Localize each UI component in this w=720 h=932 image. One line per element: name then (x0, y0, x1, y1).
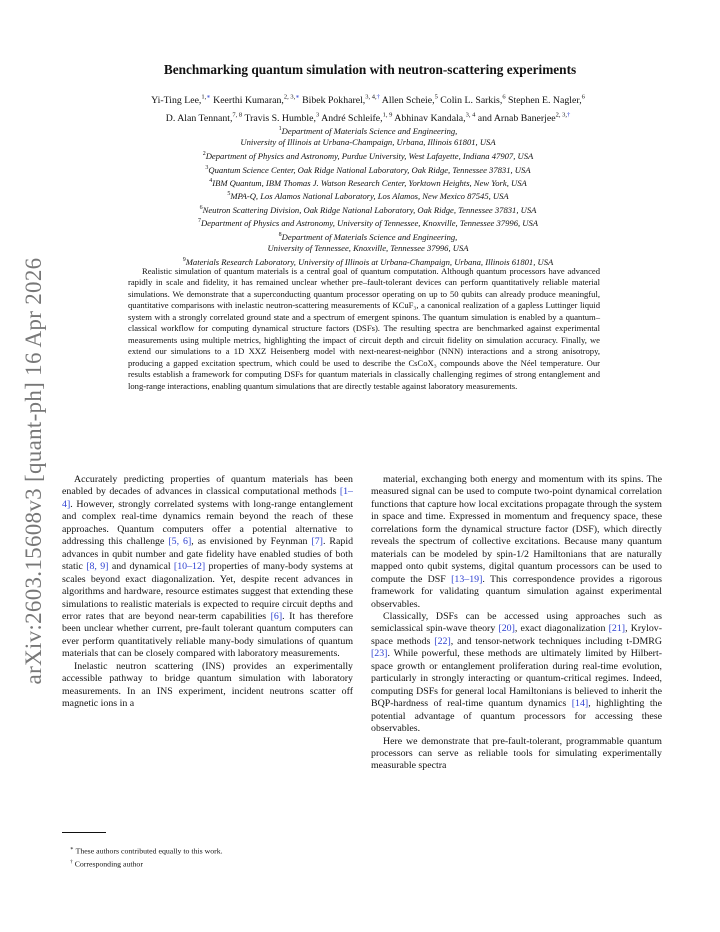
body-text: , as envisioned by Feynman (191, 536, 312, 548)
citation-link[interactable]: [23] (371, 648, 388, 660)
affiliation-text: University of Illinois at Urbana-Champaign, Urbana, Illinois 61801, USA (240, 137, 496, 148)
author (321, 113, 392, 124)
paper-title: Benchmarking quantum simulation with neutron-scattering experiments (163, 62, 577, 77)
body-text: and dynamical (108, 561, 174, 573)
author-affiliation-numbers: 6 (581, 94, 585, 101)
body-text: , Krylov-space methods (371, 623, 662, 647)
body-text: properties of many-body systems at scales beyond exact diagonalization. Yet, despite recent advances in algorithms and hardware, resource estimates suggest that extending these simulations to realistic materials is expected to require circuit depths and error rates that are beyond near-term capabilities (62, 561, 354, 622)
arxiv-sidebar-stamp (14, 246, 54, 696)
footnote-text: These authors contributed equally to this work. (75, 846, 223, 856)
affiliation-line (60, 149, 676, 162)
citation-link[interactable]: [21] (608, 623, 626, 635)
body-text: Inelastic neutron scattering (INS) provides an experimentally accessible pathway to bridge quantum simulation with laboratory measurements. In an INS experiment, incident neutrons scatter off magnetic ions in a (62, 660, 353, 710)
citation-link[interactable]: [14] (571, 698, 589, 710)
affiliation-text: University of Tennessee, Knoxville, Tennessee 37996, USA (267, 243, 469, 254)
body-text: . While powerful, these methods are ultimately limited by Hilbert-space growth or entanglement proliferation during real-time evolution, particularly in strongly interacting or quantum-critical regimes. Indeed, computing DSFs for general local Hamiltonians is believed to inherit the BQP-hardness of real-time quantum dynamics (371, 648, 662, 710)
author-name: Bibek Pokharel, (302, 95, 366, 107)
affiliation-line (60, 124, 676, 137)
body-paragraph (371, 736, 662, 773)
body-text: . It has therefore been unclear whether current, pre-fault tolerant quantum computers can ever perform quantitatively reliable many-body simulations of quantum materials that can be closely compared with laboratory measurements. (62, 610, 353, 660)
author-affiliation-numbers: 1, 9 (382, 111, 393, 119)
citation-link[interactable]: [13–19] (451, 573, 483, 585)
author-affiliation-numbers: 1, (201, 94, 207, 101)
citation-link[interactable]: [7] (311, 536, 323, 548)
affiliation-number: 6 (199, 204, 203, 211)
affiliation-text: Neutron Scattering Division, Oak Ridge National Laboratory, Oak Ridge, Tennessee 37831, USA (202, 204, 537, 215)
footnote (62, 844, 353, 857)
body-paragraph (62, 474, 353, 661)
body-text: . However, strongly correlated systems with long-range entanglement and complex real-time dynamics remain beyond the reach of these approaches. Quantum computers offer a potential alternative to addressing this challenge (62, 498, 353, 548)
affiliation-list (60, 124, 676, 268)
citation-link[interactable]: [8, 9] (86, 561, 109, 573)
author-name: Travis S. Humble, (244, 112, 316, 124)
affiliation-line (60, 176, 676, 189)
author (508, 95, 585, 106)
affiliation-text: MPA-Q, Los Alamos National Laboratory, Los Alamos, New Mexico 87545, USA (230, 191, 509, 202)
author-name: Yi-Ting Lee, (151, 95, 202, 107)
affiliation-line (60, 137, 676, 149)
author (213, 95, 300, 106)
arxiv-identifier: arXiv:2603.15608v3 [quant-ph] 16 Apr 2026 (21, 257, 46, 685)
affiliation-number: 8 (278, 231, 282, 238)
citation-link[interactable]: [5, 6] (168, 536, 192, 548)
body-paragraph (371, 474, 662, 611)
affiliation-line (60, 163, 676, 176)
body-text: Classically, DSFs can be accessed using approaches such as semiclassical spin-wave theory (371, 610, 662, 635)
author-note-mark[interactable]: ∗ (295, 94, 300, 101)
abstract: Realistic simulation of quantum materials is a central goal of quantum computation. Although quantum processors have advanced rapidly in scale and fidelity, it has remained unclear whether pre–fault-tolerant devices can perform quantitatively reliable material simulations. We demonstrate that a superconducting quantum processor operating on up to 50 qubits can already produce meaningful, quantitative comparisons with inelastic neutron-scattering measurements of KCuF₃, a canonical realization of a gapless Luttinger liquid system with a strongly correlated ground state and a spectrum of emergent spinons. The quantum simulation is enabled by a quantum–classical workflow for computing dynamical structure factors (DSFs). The resulting spectra are benchmarked against experimental measurements using multiple metrics, highlighting the impact of circuit depth and circuit fidelity on simulation accuracy. Finally, we extend our simulations to a 1D XXZ Heisenberg model with next-nearest-neighbor (NNN) interactions and a strong anisotropy, producing a gapped excitation spectrum, which could be used to describe the CsCoX₃ compounds above the Néel temperature. Our results establish a framework for computing DSFs for quantum materials in classically challenging regimes of strong entanglement and long-range interactions, enabling quantum simulations that are directly testable against laboratory measurements. (128, 266, 600, 391)
affiliation-text: Department of Materials Science and Engineering, (281, 231, 458, 242)
citation-link[interactable]: [6] (270, 610, 283, 622)
body-text: Here we demonstrate that pre-fault-tolerant, programmable quantum processors can serve as reliable tools for simulating experimentally measurable spectra (371, 735, 662, 772)
affiliation-number: 2 (202, 151, 206, 158)
affiliation-number: 4 (209, 177, 213, 184)
body-column-right (371, 474, 662, 773)
author-name: Colin L. Sarkis, (440, 95, 503, 107)
author-affiliation-numbers: 2, 3, (555, 111, 567, 119)
author-note-mark[interactable]: ∗ (206, 94, 211, 101)
author-name: D. Alan Tennant, (165, 112, 233, 124)
author (166, 113, 242, 124)
affiliation-number: 9 (182, 256, 186, 263)
author-affiliation-numbers: 6 (502, 94, 506, 101)
affiliation-text: Department of Materials Science and Engineering, (281, 125, 458, 136)
affiliation-text: Quantum Science Center, Oak Ridge National Laboratory, Oak Ridge, Tennessee 37831, USA (208, 164, 531, 175)
author-affiliation-numbers: 3 (315, 111, 320, 119)
citation-link[interactable]: [20] (498, 623, 515, 635)
citation-link[interactable]: [10–12] (173, 561, 206, 573)
body-text: . Rapid advances in qubit number and gate fidelity have enabled studies of both static (62, 536, 354, 573)
affiliation-line (60, 189, 676, 202)
affiliation-line (60, 216, 676, 229)
affiliation-number: 3 (205, 164, 209, 171)
body-paragraph (371, 611, 662, 736)
author-name: Stephen E. Nagler, (508, 95, 582, 107)
footnote-rule (62, 832, 106, 833)
author (244, 113, 319, 124)
affiliation-line (60, 243, 676, 255)
body-text: Accurately predicting properties of quantum materials has been enabled by decades of advances in classical computational methods (62, 474, 353, 498)
author-affiliation-numbers: 3, 4 (465, 111, 476, 119)
footnote (62, 857, 353, 870)
body-text: material, exchanging both energy and momentum with its spins. The measured signal can be used to compute two-point dynamical correlation functions that capture how local excitations propagate through the system in space and time. Expressed in momentum and frequency space, these correlations form the dynamical structure factor (DSF), which directly reveals the spectrum of collective excitations. Because many quantum materials can be modeled by spin-1/2 Hamiltonians that are naturally mapped onto qubit systems, digital quantum processors can be used to compute the DSF (371, 474, 662, 585)
footnote-mark: ∗ (70, 846, 74, 852)
body-text: , and tensor-network techniques including t-DMRG (450, 635, 662, 647)
affiliation-number: 7 (197, 218, 201, 225)
affiliation-line (60, 203, 676, 216)
author-name: Keerthi Kumaran, (213, 95, 284, 107)
body-paragraph (62, 661, 353, 711)
author (302, 95, 380, 106)
body-column-left (62, 474, 353, 711)
author-note-mark[interactable]: † (376, 94, 380, 101)
affiliation-text: IBM Quantum, IBM Thomas J. Watson Research Center, Yorktown Heights, New York, USA (212, 177, 527, 188)
author (394, 113, 475, 124)
author-name: Allen Scheie, (381, 95, 435, 107)
author-affiliation-numbers: 2, 3, (283, 94, 296, 101)
citation-link[interactable]: [1–4] (62, 486, 353, 510)
affiliation-number: 1 (278, 126, 282, 132)
author-list (60, 91, 676, 126)
author-affiliation-numbers: 5 (434, 94, 438, 101)
affiliation-text: Department of Physics and Astronomy, Purdue University, West Lafayette, Indiana 47907, USA (205, 150, 534, 161)
author (151, 95, 211, 106)
author-note-mark[interactable]: † (566, 111, 571, 119)
author (478, 113, 570, 124)
author-affiliation-numbers: 7, 8 (232, 111, 243, 119)
author (440, 95, 505, 106)
body-text: , exact diagonalization (514, 623, 609, 635)
author-affiliation-numbers: 3, 4, (365, 94, 377, 101)
author-name: André Schleife, (321, 112, 383, 124)
body-text: , highlighting the potential advantage of quantum processors for accessing these observables. (371, 698, 662, 735)
footnote-text: Corresponding author (74, 859, 143, 869)
footnotes (62, 844, 353, 870)
affiliation-text: Department of Physics and Astronomy, University of Tennessee, Knoxville, Tennessee 37996, USA (200, 218, 539, 229)
body-text: . This correspondence provides a rigorous framework for validating quantum simulation against experimental observables. (371, 573, 662, 610)
author (382, 95, 438, 106)
author-name: and Arnab Banerjee (477, 112, 556, 124)
affiliation-line (60, 230, 676, 243)
affiliation-number: 5 (227, 191, 231, 198)
affiliation-text: Materials Research Laboratory, University of Illinois at Urbana-Champaign, Urbana, Illinois 61801, USA (185, 256, 554, 267)
citation-link[interactable]: [22] (434, 635, 451, 647)
author-name: Abhinav Kandala, (394, 112, 466, 124)
footnote-mark: † (70, 859, 73, 865)
